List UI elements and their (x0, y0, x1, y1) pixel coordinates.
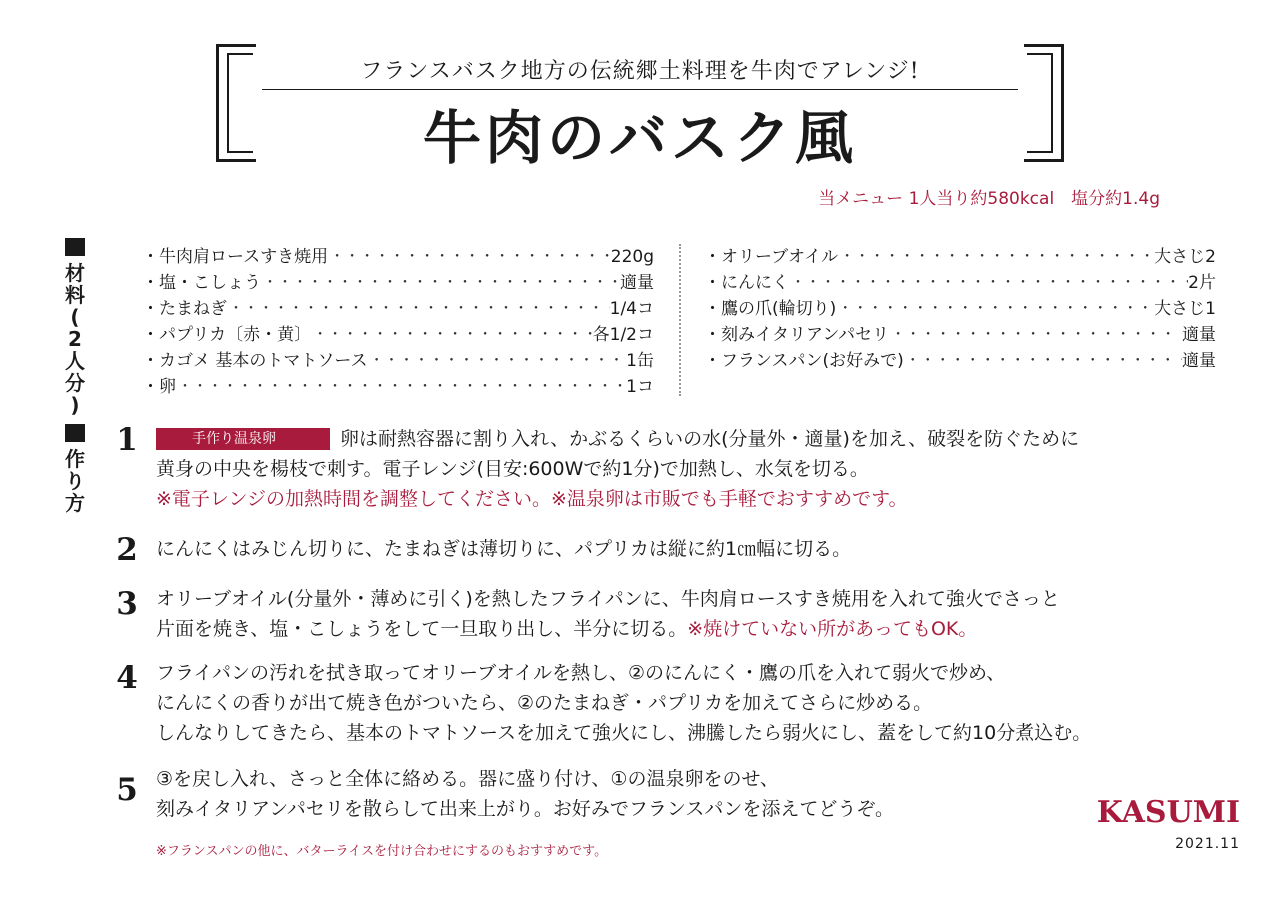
leader-dots (176, 374, 626, 400)
ingredient-name: ・パプリカ〔赤・黄〕 (142, 325, 312, 345)
ingredient-row (142, 270, 654, 296)
ingredient-row (142, 244, 654, 270)
step-line: フライパンの汚れを拭き取ってオリーブオイルを熱し、②のにんにく・鷹の爪を入れて弱火で炒め、 (156, 662, 1006, 684)
leader-dots (789, 270, 1188, 296)
leader-dots (838, 244, 1154, 270)
ingredient-row (704, 348, 1216, 374)
leader-dots (311, 322, 592, 348)
ingredient-amount: 各1/2コ (592, 325, 654, 345)
ingredients-label-text: 材料(2人分) (65, 261, 85, 417)
ingredients-right-column (704, 244, 1216, 374)
ingredient-row (704, 244, 1216, 270)
ingredient-row (142, 374, 654, 400)
step-number: 1 (116, 422, 138, 458)
ingredient-name: ・たまねぎ (142, 299, 227, 319)
ingredient-name: ・卵 (142, 377, 176, 397)
right-bracket-ornament (1024, 44, 1064, 162)
step-number: 2 (116, 532, 138, 568)
method-label (64, 424, 86, 514)
leader-dots (261, 270, 620, 296)
left-bracket-ornament (216, 44, 256, 162)
leader-dots (836, 296, 1154, 322)
footnote: ※フランスパンの他に、バターライスを付け合わせにするのもおすすめです。 (156, 844, 608, 859)
step-line-text: 片面を焼き、塩・こしょうをして一旦取り出し、半分に切る。 (156, 618, 688, 640)
leader-dots (904, 348, 1182, 374)
step-4-text (156, 658, 1236, 748)
ingredient-name: ・オリーブオイル (704, 247, 839, 267)
step-line (156, 424, 1236, 454)
ingredient-amount: 1コ (626, 377, 654, 397)
ingredient-name: ・牛肉肩ロースすき焼用 (142, 247, 329, 267)
leader-dots (227, 296, 610, 322)
leader-dots (328, 244, 611, 270)
title-rule (262, 89, 1018, 90)
ingredient-row (704, 270, 1216, 296)
ingredient-amount: 1缶 (626, 351, 654, 371)
step-line: 刻みイタリアンパセリを散らして出来上がり。お好みでフランスパンを添えてどうぞ。 (156, 798, 894, 820)
recipe-subtitle: フランスバスク地方の伝統郷土料理を牛肉でアレンジ! (360, 59, 920, 84)
step-note: ※焼けていない所があってもOK。 (687, 618, 978, 640)
ingredient-row (142, 296, 654, 322)
step-line: 黄身の中央を楊枝で刺す。電子レンジ(目安:600Wで約1分)で加熱し、水気を切る。 (156, 458, 869, 480)
step-line: オリーブオイル(分量外・薄めに引く)を熱したフライパンに、牛肉肩ロースすき焼用を入れて強火でさっと (156, 588, 1060, 610)
step-line-text: 卵は耐熱容器に割り入れ、かぶるくらいの水(分量外・適量)を加え、破裂を防ぐために (340, 428, 1080, 450)
step-line: にんにくはみじん切りに、たまねぎは薄切りに、パプリカは縦に約1㎝幅に切る。 (156, 538, 852, 560)
step-number: 3 (116, 586, 138, 622)
ingredient-name: ・フランスパン(お好みで) (704, 351, 904, 371)
step-number: 5 (116, 772, 138, 808)
step-2-text (156, 534, 1236, 564)
column-divider (679, 244, 681, 396)
ingredient-amount: 適量 (1182, 351, 1216, 371)
ingredient-row (142, 348, 654, 374)
ingredient-name: ・にんにく (704, 273, 789, 293)
step-line: にんにくの香りが出て焼き色がついたら、②のたまねぎ・パプリカを加えてさらに炒める。 (156, 692, 933, 714)
ingredient-amount: 適量 (1182, 325, 1216, 345)
leader-dots (368, 348, 627, 374)
ingredient-amount: 大さじ1 (1154, 299, 1216, 319)
step-line: しんなりしてきたら、基本のトマトソースを加えて強火にし、沸騰したら弱火にし、蓋をして約10分煮込む。 (156, 722, 1092, 744)
brand-logo: KASUMI (1096, 795, 1240, 830)
ingredient-name: ・刻みイタリアンパセリ (704, 325, 890, 345)
ingredient-row (704, 322, 1216, 348)
ingredient-amount: 2片 (1188, 273, 1216, 293)
step-line: ③を戻し入れ、さっと全体に絡める。器に盛り付け、①の温泉卵をのせ、 (156, 768, 779, 790)
ingredient-row (704, 296, 1216, 322)
step-3-text (156, 584, 1236, 644)
step-number: 4 (116, 660, 138, 696)
ingredient-name: ・カゴメ 基本のトマトソース (142, 351, 368, 371)
step-1-text (156, 424, 1236, 514)
ingredient-row (142, 322, 654, 348)
square-bullet-icon (65, 424, 85, 442)
ingredient-amount: 適量 (620, 273, 654, 293)
ingredient-name: ・塩・こしょう (142, 273, 261, 293)
calorie-info: 当メニュー 1人当り約580kcal 塩分約1.4g (818, 189, 1160, 209)
ingredient-name: ・鷹の爪(輪切り) (704, 299, 837, 319)
step-5-text (156, 764, 1236, 824)
step-note: ※電子レンジの加熱時間を調整してください。※温泉卵は市販でも手軽でおすすめです。 (156, 488, 908, 510)
issue-date: 2021.11 (1175, 836, 1240, 852)
ingredient-amount: 220g (610, 247, 654, 267)
method-label-text: 作り方 (65, 447, 85, 515)
square-bullet-icon (65, 238, 85, 256)
recipe-title: 牛肉のバスク風 (422, 104, 857, 172)
step-line (156, 614, 1236, 644)
ingredient-amount: 大さじ2 (1154, 247, 1216, 267)
ingredients-left-column (142, 244, 654, 400)
badge-label: 手作り温泉卵 (156, 428, 330, 450)
ingredient-amount: 1/4コ (609, 299, 654, 319)
leader-dots (889, 322, 1182, 348)
ingredients-label (64, 238, 86, 416)
